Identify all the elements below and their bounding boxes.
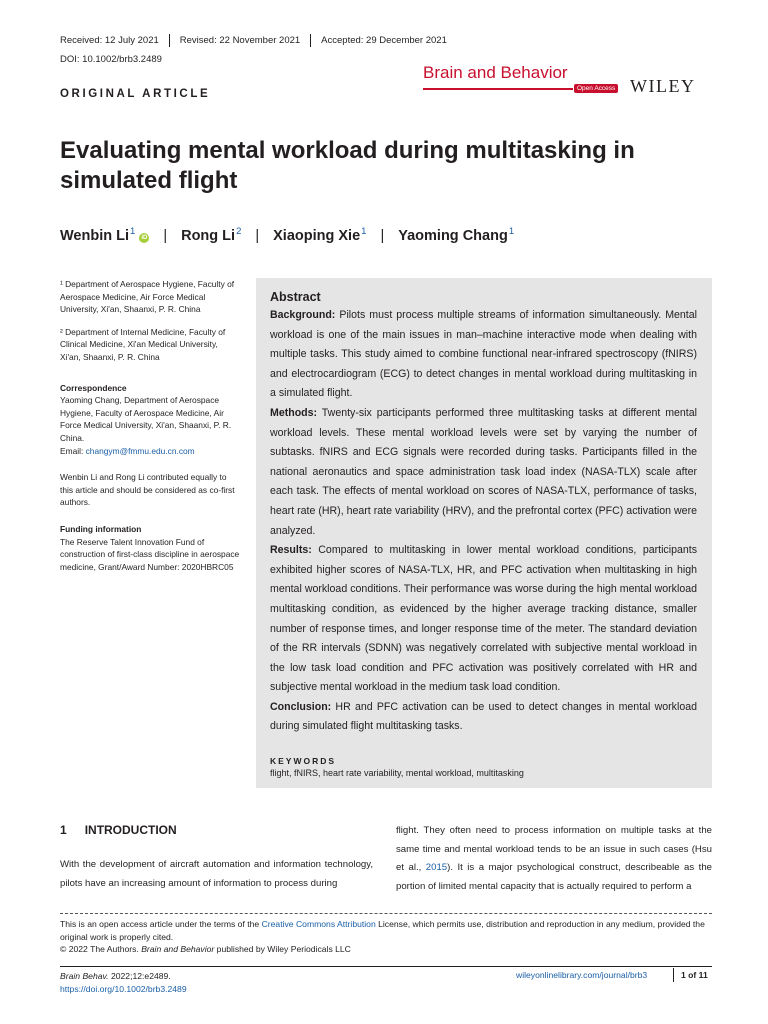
author-name[interactable]: Wenbin Li$^1$iD [60, 226, 148, 244]
abstract-background: Background: Pilots must process multiple streams of information simultaneously. Mental workload is one of the main issues in man–machine interactive mode when dealing with multiple tasks. This study aimed to combine functional near-infrared spectroscopy (fNIRS) and electrocardiogram (ECG) to detect changes in mental workload during multitasking in a simulated flight. [270, 309, 697, 400]
author-separator: | [380, 227, 385, 244]
section-heading: 1 INTRODUCTION [60, 823, 177, 837]
correspondence-label: Correspondence [60, 382, 127, 393]
article-title: Evaluating mental workload during multitasking in simulated flight [60, 137, 635, 194]
open-access-badge: Open Access [574, 84, 618, 93]
author-separator: | [255, 227, 260, 244]
footer-rule [60, 966, 712, 967]
journal-url-link[interactable]: wileyonlinelibrary.com/journal/brb3 [516, 970, 648, 980]
article-type: ORIGINAL ARTICLE [60, 88, 211, 100]
affiliation: ¹ Department of Aerospace Hygiene, Faculty of Aerospace Medicine, Air Force Medical University, Xi'an, Shaanxi, P. R. China [60, 279, 235, 315]
body-text-col2: flight. They often need to process information on multiple tasks at the same time and mental workload tends to be an issue in such cases (Hsu et al., 2015). It is a major psychological construct, describeable as the portion of limited mental capacity that is actually required to perform a [396, 825, 712, 892]
abstract-conclusion: Conclusion: HR and PFC activation can be used to detect changes in mental workload during simulated flight multitasking tasks. [270, 700, 697, 733]
publisher-logo: WILEY [630, 76, 696, 96]
page-number: 1 of 11 [681, 970, 708, 980]
email-link[interactable]: changym@fmmu.edu.cn.com [85, 445, 195, 456]
abstract-methods: Methods: Twenty-six participants performed three multitasking tasks at different mental workload levels. These mental workload levels were set by varying the number of subtasks. fNIRS and ECG signals were recorded during tasks. Participants filled in the national aeronautics and space administration task load index (NASA-TLX) scale after each task. The effects of mental workload on scores of NASA-TLX, performance of tasks, heart rate (HR), heart rate variability (HRV), and the prefrontal cortex (PFC) activation were analyzed. [270, 406, 697, 537]
funding-label: Funding information [60, 523, 142, 534]
funding [60, 523, 240, 573]
email-label: Email: [60, 445, 86, 456]
equal-contribution-note: Wenbin Li and Rong Li contributed equally to this article and should be considered as co-first authors. [60, 472, 235, 508]
correspondence-text: Yaoming Chang, Department of Aerospace Hygiene, Faculty of Aerospace Medicine, Air Force Medical University, Xi'an, Shaanxi, P. R. China. [60, 395, 232, 443]
author-name[interactable]: Rong Li$^2$ [181, 226, 242, 244]
received-date: Received: 12 July 2021 [60, 35, 159, 46]
accepted-date: Accepted: 29 December 2021 [310, 34, 457, 47]
footnote-divider [60, 913, 712, 914]
cc-license-link[interactable]: Creative Commons Attribution [261, 919, 376, 929]
doi: DOI: 10.1002/brb3.2489 [60, 54, 162, 65]
keywords: flight, fNIRS, heart rate variability, mental workload, multitasking [270, 768, 524, 779]
journal-name[interactable]: Brain and Behavior [423, 63, 568, 82]
license-footnote: This is an open access article under the terms of the Creative Commons Attribution License, which permits use, distribution and reproduction in any medium, provided the original work is properly cited. © 2022 The Authors. Brain and Behavior published by Wiley Periodicals LLC [60, 919, 705, 955]
abstract-results: Results: Compared to multitasking in lower mental workload conditions, participants exhibited higher scores of NASA-TLX, HR, and PFC activation when multitasking in high mental workload conditions. Their performance was worse during the high mental workload multitasking condition, as evidenced by the higher average tracking distance, smaller number of response times, and longer response time of the meter. The standard deviation of the RR intervals (SDNN) was negatively correlated with subjective mental workload in the low task load condition and PFC activation was positively correlated with HR and subjective mental workload in the medium task load condition. [270, 544, 697, 694]
orcid-icon[interactable]: iD [141, 234, 148, 241]
author-list [60, 226, 514, 244]
author-name[interactable]: Xiaoping Xie$^1$ [273, 226, 367, 244]
side-info [60, 278, 240, 583]
author-separator: | [163, 227, 168, 244]
journal-underline [423, 88, 573, 90]
body-text-col1: With the development of aircraft automation and information technology, pilots have an increasing amount of information to process during [60, 859, 373, 889]
funding-text: The Reserve Talent Innovation Fund of construction of first-class discipline in aerospace medicine, Grant/Award Number: 2020HBRC05 [60, 536, 240, 572]
revised-date: Revised: 22 November 2021 [169, 34, 310, 47]
doi-link[interactable]: https://doi.org/10.1002/brb3.2489 [60, 983, 187, 994]
abstract-heading: Abstract [270, 290, 321, 304]
article-dates [60, 34, 457, 47]
author-name[interactable]: Yaoming Chang$^1$ [398, 226, 515, 244]
abstract-box [256, 278, 712, 788]
affiliation: ² Department of Internal Medicine, Faculty of Clinical Medicine, Xi'an Medical University, Xi'an, Shaanxi, P. R. China [60, 326, 226, 362]
correspondence [60, 382, 240, 458]
citation-info: Brain Behav. 2022;12:e2489. https://doi.org/10.1002/brb3.2489 [60, 971, 187, 994]
keywords-heading: KEYWORDS [270, 756, 337, 767]
footer-separator [673, 968, 674, 982]
citation-link[interactable]: 2015 [425, 862, 448, 874]
